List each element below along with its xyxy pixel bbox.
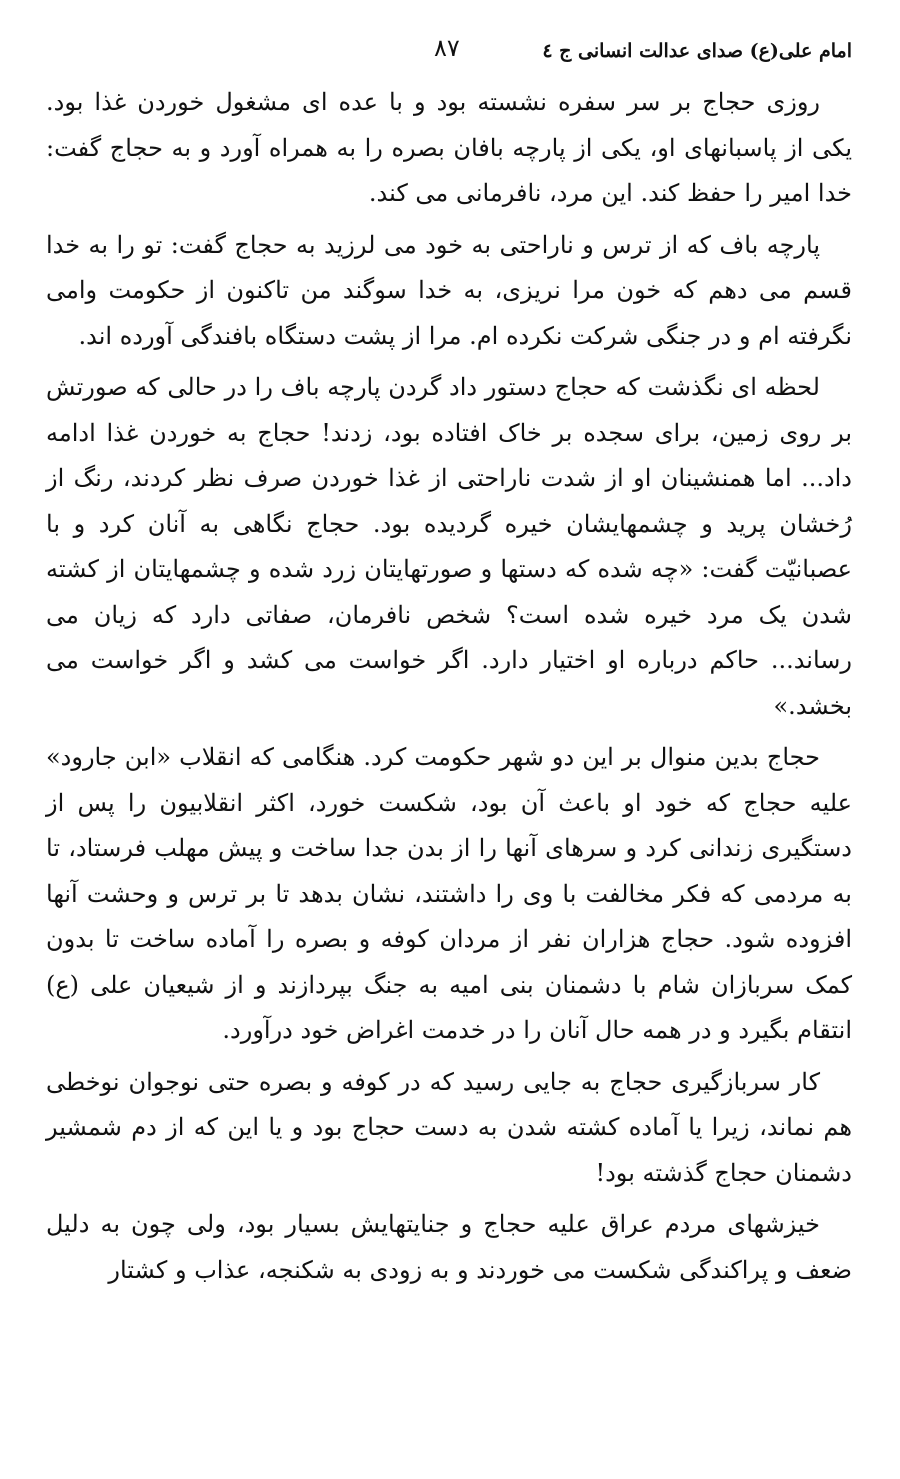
paragraph: خیزشهای مردم عراق علیه حجاج و جنایتهایش بسیار بود، ولی چون به دلیل ضعف و پراکندگی شکست می خوردند و به زودی به شکنجه، عذاب و کشتار	[46, 1210, 852, 1284]
body-text	[46, 80, 852, 1299]
paragraph: پارچه باف که از ترس و ناراحتی به خود می لرزید به حجاج گفت: تو را به خدا قسم می دهم که خون مرا نریزی، به خدا سوگند من تاکنون از حکومت وامی نگرفته ام و در جنگی شرکت نکرده ام. مرا از پشت دستگاه بافندگی آورده اند.	[46, 230, 852, 350]
paragraph: کار سربازگیری حجاج به جایی رسید که در کوفه و بصره حتی نوجوان نوخطی هم نماند، زیرا یا آماده کشته شدن به دست حجاج بود و یا این که از دم شمشیر دشمنان حجاج گذشته بود!	[46, 1067, 852, 1187]
book-title: امام علی(ع) صدای عدالت انسانی ج ٤	[542, 40, 852, 62]
page-number: ۸۷	[434, 34, 460, 62]
paragraph: لحظه ای نگذشت که حجاج دستور داد گردن پارچه باف را در حالی که صورتش بر روی زمین، برای سجده بر خاک افتاده بود، زدند! حجاج به خوردن غذا ادامه داد... اما همنشینان او از شدت ناراحتی از غذا خوردن صرف نظر کردند، رنگ از رُخشان پرید و چشمهایشان خیره گردیده بود. حجاج نگاهی به آنان کرد و با عصبانیّت گفت: «چه شده که دستها و صورتهایتان زرد شده و چشمهایتان از کشته شدن یک مرد خیره شده است؟ شخص نافرمان، صفاتی دارد که زیان می رساند... حاکم درباره او اختیار دارد. اگر خواست می کشد و اگر خواست می بخشد.»	[46, 373, 852, 720]
page-header	[46, 34, 852, 70]
paragraph: روزی حجاج بر سر سفره نشسته بود و با عده ای مشغول خوردن غذا بود. یکی از پاسبانهای او، یکی از پارچه بافان بصره را به همراه آورد و به حجاج گفت: خدا امیر را حفظ کند. این مرد، نافرمانی می کند.	[46, 88, 852, 207]
paragraph: حجاج بدین منوال بر این دو شهر حکومت کرد. هنگامی که انقلاب «ابن جارود» علیه حجاج که خود او باعث آن بود، شکست خورد، اکثر انقلابیون را پس از دستگیری زندانی کرد و سرهای آنها را از بدن جدا ساخت و پیش مهلب فرستاد، تا به مردمی که فکر مخالفت با وی را داشتند، نشان بدهد تا بر ترس و وحشت آنها افزوده شود. حجاج هزاران نفر از مردان کوفه و بصره را آماده ساخت تا بدون کمک سربازان شام با دشمنان بنی امیه به جنگ بپردازند و از شیعیان علی (ع) انتقام بگیرد و در همه حال آنان را در خدمت اغراض خود درآورد.	[46, 743, 852, 1044]
